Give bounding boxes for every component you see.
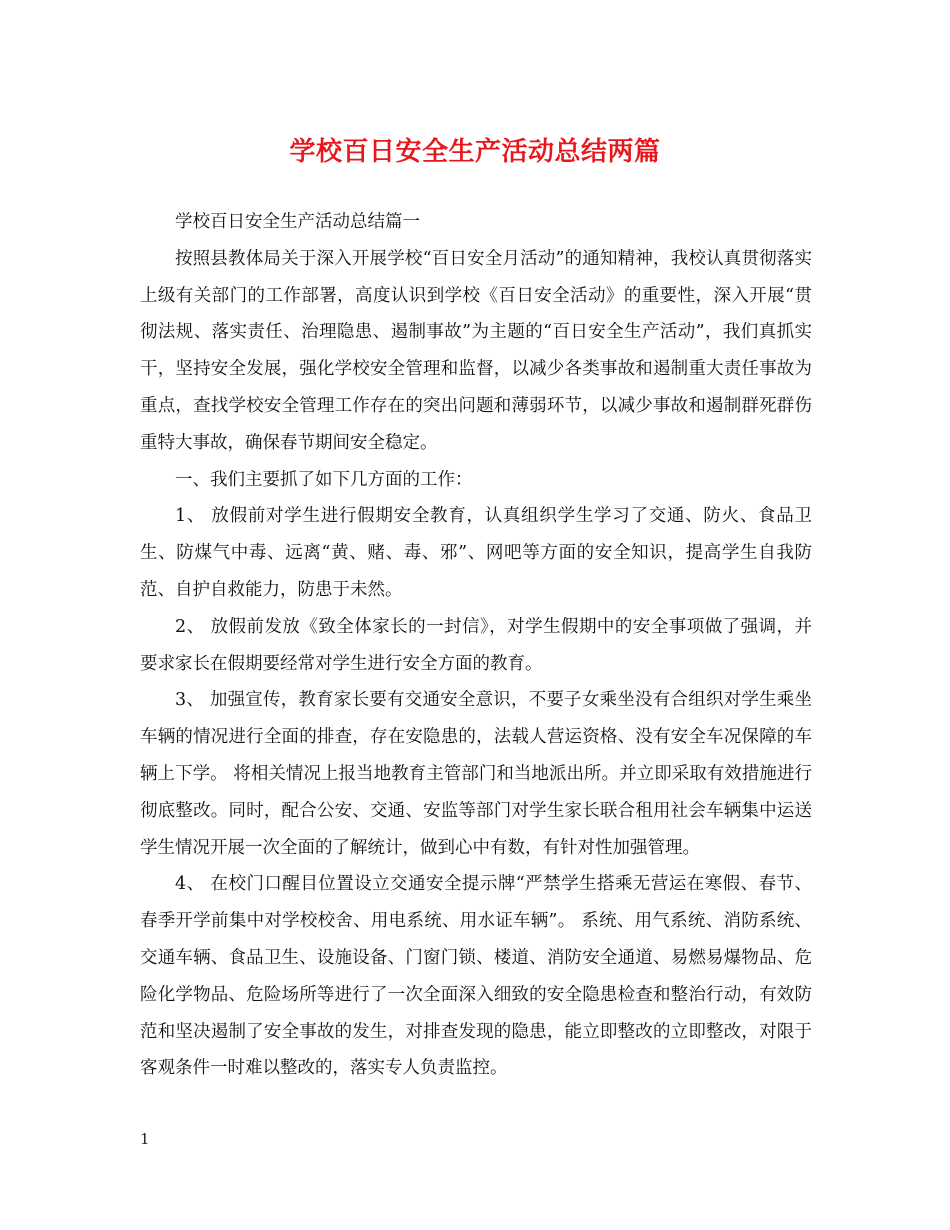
paragraph-item-1: 1、 放假前对学生进行假期安全教育，认真组织学生学习了交通、防火、食品卫生、防煤气中毒、远离“黄、赌、毒、邪”、网吧等方面的安全知识，提高学生自我防范、自护自救能力，防患于未然。 [140, 506, 812, 600]
document-body [140, 204, 812, 1087]
document-title: 学校百日安全生产活动总结两篇 [289, 137, 661, 167]
paragraph-intro: 按照县教体局关于深入开展学校“百日安全月活动”的通知精神，我校认真贯彻落实上级有关部门的工作部署，高度认识到学校《百日安全活动》的重要性，深入开展“贯彻法规、落实责任、治理隐患、遏制事故”为主题的“百日安全生产活动”，我们真抓实干，坚持安全发展，强化学校安全管理和监督，以减少各类事故和遏制重大责任事故为重点，查找学校安全管理工作存在的突出问题和薄弱环节，以减少事故和遏制群死群伤重特大事故，确保春节期间安全稳定。 [140, 248, 812, 453]
paragraph-item-2: 2、 放假前发放《致全体家长的一封信》，对学生假期中的安全事项做了强调，并要求家长在假期要经常对学生进行安全方面的教育。 [140, 616, 812, 674]
page-number: 1 [140, 1130, 150, 1148]
paragraph-item-4: 4、 在校门口醒目位置设立交通安全提示牌“严禁学生搭乘无营运在寒假、春节、春季开学前集中对学校校舍、用电系统、用水证车辆”。 系统、用气系统、消防系统、交通车辆、食品卫生、设施设备、门窗门锁、楼道、消防安全通道、易燃易爆物品、危险化学物品、危险场所等进行了一次全面深入细致的安全隐患检查和整治行动，有效防范和坚决遏制了安全事故的发生，对排查发现的隐患，能立即整改的立即整改，对限于客观条件一时难以整改的，落实专人负责监控。 [140, 874, 812, 1079]
paragraph-heading-work: 一、我们主要抓了如下几方面的工作： [175, 469, 473, 490]
section-heading: 学校百日安全生产活动总结篇一 [175, 212, 420, 232]
paragraph-item-3: 3、 加强宣传，教育家长要有交通安全意识，不要子女乘坐没有合组织对学生乘坐车辆的情况进行全面的排查，存在安隐患的，法载人营运资格、没有安全车况保障的车辆上下学。 将相关情况上报当地教育主管部门和当地派出所。并立即采取有效措施进行彻底整改。同时，配合公安、交通、安监等部门对学生家长联合租用社会车辆集中运送学生情况开展一次全面的了解统计，做到心中有数，有针对性加强管理。 [140, 690, 812, 858]
